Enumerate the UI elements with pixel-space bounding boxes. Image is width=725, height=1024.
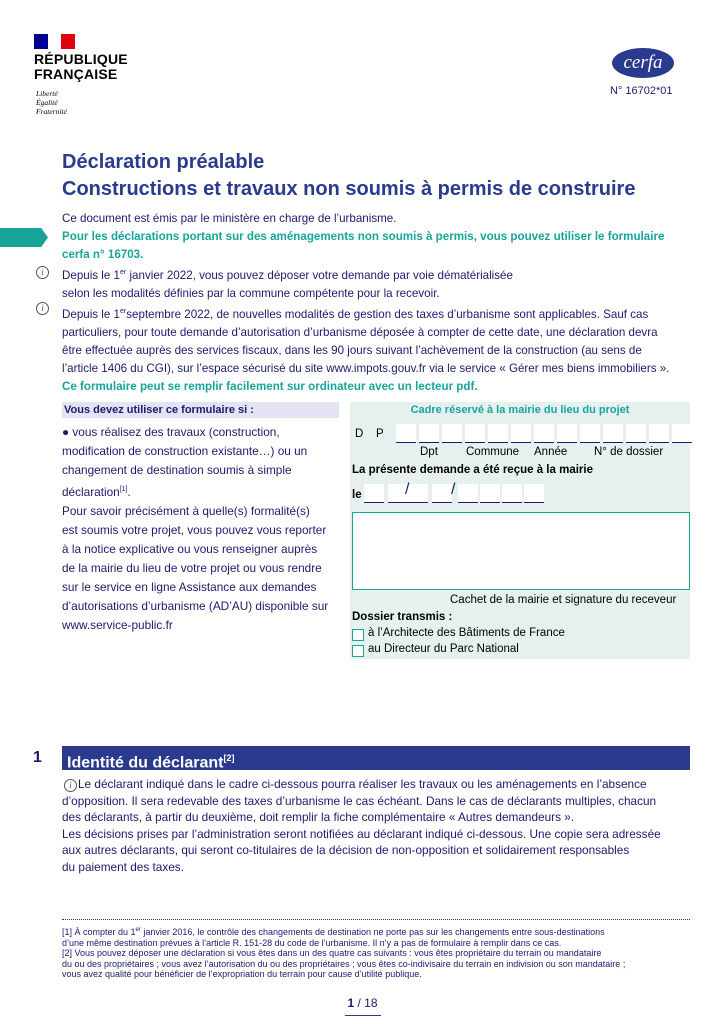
motto: Liberté Égalité Fraternité — [36, 89, 67, 116]
date-digit-cell[interactable] — [432, 484, 452, 503]
usage-conditions-heading: Vous devez utiliser ce formulaire si : — [62, 402, 339, 418]
dossier-digit-cell[interactable] — [396, 424, 416, 443]
french-flag-logo — [34, 34, 75, 49]
page-indicator: 1 / 18 — [347, 996, 378, 1010]
date-separator: / — [405, 481, 410, 498]
date-separator: / — [451, 481, 456, 498]
dossier-digit-cell[interactable] — [488, 424, 508, 443]
dossier-digit-cell[interactable] — [649, 424, 669, 443]
footnotes: [1] À compter du 1er janvier 2016, le contrôle des changements de destination ne porte pas sur les changements entre sous-destinations d’une même destination prévues à l’article R. 151-28 du code de l’urbanisme. Il n’y a pas de formulaire à remplir dans ce cas. [2] Vous pouvez déposer une déclaration si vous êtes dans un des quatre cas suivants : vous êtes propriétaire du terrain ou mandataire du ou des propriétaires ; vous avez l’autorisation du ou des propriétaires ; vous êtes co-indivisaire du terrain en indivision ou son mandataire ; vous avez qualité pour bénéficier de l’expropriation du terrain pour cause d’utilité publique. — [62, 927, 626, 979]
usage-conditions-text: ● vous réalisez des travaux (construction, modification de construction existante…) ou un changement de destination soumis à simple déclaration[1]. Pour savoir précisément à quelle(s) formalité(s) est soumis votre projet, vous pouvez vous reporter à la notice explicative ou vous renseigner auprès de la mairie du lieu de votre projet ou vous rendre sur le service en ligne Assistance aux demandes d’autorisations d’urbanisme (AD’AU) disponible sur www.service-public.fr — [62, 423, 347, 635]
dossier-transmis-label: Dossier transmis : — [352, 611, 453, 623]
stamp-caption: Cachet de la mairie et signature du receveur — [450, 594, 677, 606]
dossier-digit-cell[interactable] — [442, 424, 462, 443]
date-digit-cell[interactable] — [364, 484, 384, 503]
date-digit-cell[interactable] — [502, 484, 522, 503]
dossier-digit-cell[interactable] — [534, 424, 554, 443]
section-intro-text: Le déclarant indiqué dans le cadre ci-dessous pourra réaliser les travaux ou les aménagements en l’absence d’opposition. Il sera redevable des taxes d’urbanisme le cas échéant. Dans le cas de déclarants multiples, chacun des déclarants, à partir du deuxième, doit remplir la fiche complémentaire « Autres demandeurs ». Les décisions prises par l’administration seront notifiées au déclarant indiqué ci-dessous. Une copie sera adressée aux autres déclarants, qui seront co-titulaires de la décision de non-opposition et solidairement responsables du paiement des taxes. — [62, 777, 661, 874]
le-label: le — [352, 489, 362, 501]
dossier-digit-cell[interactable] — [626, 424, 646, 443]
page-indicator-rule — [345, 1015, 381, 1016]
date-digit-cell[interactable] — [408, 484, 428, 503]
dossier-digit-cell[interactable] — [465, 424, 485, 443]
cerfa-number: N° 16702*01 — [610, 85, 673, 97]
received-label: La présente demande a été reçue à la mairie — [352, 464, 593, 476]
d-letter: D — [355, 428, 364, 440]
cerfa-logo: cerfa — [612, 48, 674, 78]
page-title: Déclaration préalable Constructions et travaux non soumis à permis de construire — [62, 151, 636, 200]
dossier-digit-cell[interactable] — [511, 424, 531, 443]
republique-francaise-wordmark: RÉPUBLIQUE FRANÇAISE — [34, 51, 128, 82]
p-letter: P — [376, 428, 384, 440]
info-icon: i — [36, 266, 49, 279]
info-icon: i — [64, 779, 77, 792]
dossier-digit-cell[interactable] — [580, 424, 600, 443]
footnote-separator — [62, 919, 690, 920]
info-icon: i — [36, 302, 49, 315]
date-digit-cell[interactable] — [458, 484, 478, 503]
stamp-area — [352, 512, 690, 590]
service-public-link[interactable]: www.service-public.fr — [62, 617, 173, 632]
abf-label: à l’Architecte des Bâtiments de France — [368, 627, 565, 639]
dossier-digit-cell[interactable] — [603, 424, 623, 443]
label-numero-dossier: N° de dossier — [594, 446, 664, 458]
label-annee: Année — [534, 446, 568, 458]
dossier-digit-cell[interactable] — [672, 424, 692, 443]
arrow-marker-icon — [0, 228, 48, 247]
section-title: Identité du déclarant[2] — [67, 753, 235, 772]
date-digit-cell[interactable] — [480, 484, 500, 503]
mairie-reserved-heading: Cadre réservé à la mairie du lieu du projet — [410, 404, 630, 416]
parc-national-label: au Directeur du Parc National — [368, 643, 519, 655]
label-dpt: Dpt — [420, 446, 438, 458]
date-digit-cell[interactable] — [524, 484, 544, 503]
dossier-digit-cell[interactable] — [419, 424, 439, 443]
section-number: 1 — [33, 749, 42, 766]
abf-checkbox[interactable] — [352, 629, 364, 641]
dossier-digit-cell[interactable] — [557, 424, 577, 443]
label-commune: Commune — [466, 446, 520, 458]
intro-text: Ce document est émis par le ministère en charge de l’urbanisme. Pour les déclarations portant sur des aménagements non soumis à permis, vous pouvez utiliser le formulaire cerfa n° 16703. Depuis le 1er janvier 2022, vous pouvez déposer votre demande par voie dématérialisée selon les modalités définies par la commune compétente pour la recevoir. Depuis le 1erseptembre 2022, de nouvelles modalités de gestion des taxes d’urbanisme sont applicables. Sauf cas particuliers, pour toute demande d’autorisation d’urbanisme déposée à compter de cette date, une déclaration devra être effectuée auprès des services fiscaux, dans les 90 jours suivant l’achèvement de la construction (au sens de l’article 1406 du CGI), sur l’espace sécurisé du site www.impots.gouv.fr via le service « Gérer mes biens immobiliers ». Ce formulaire peut se remplir facilement sur ordinateur avec un lecteur pdf. — [62, 212, 670, 393]
parc-national-checkbox[interactable] — [352, 645, 364, 657]
